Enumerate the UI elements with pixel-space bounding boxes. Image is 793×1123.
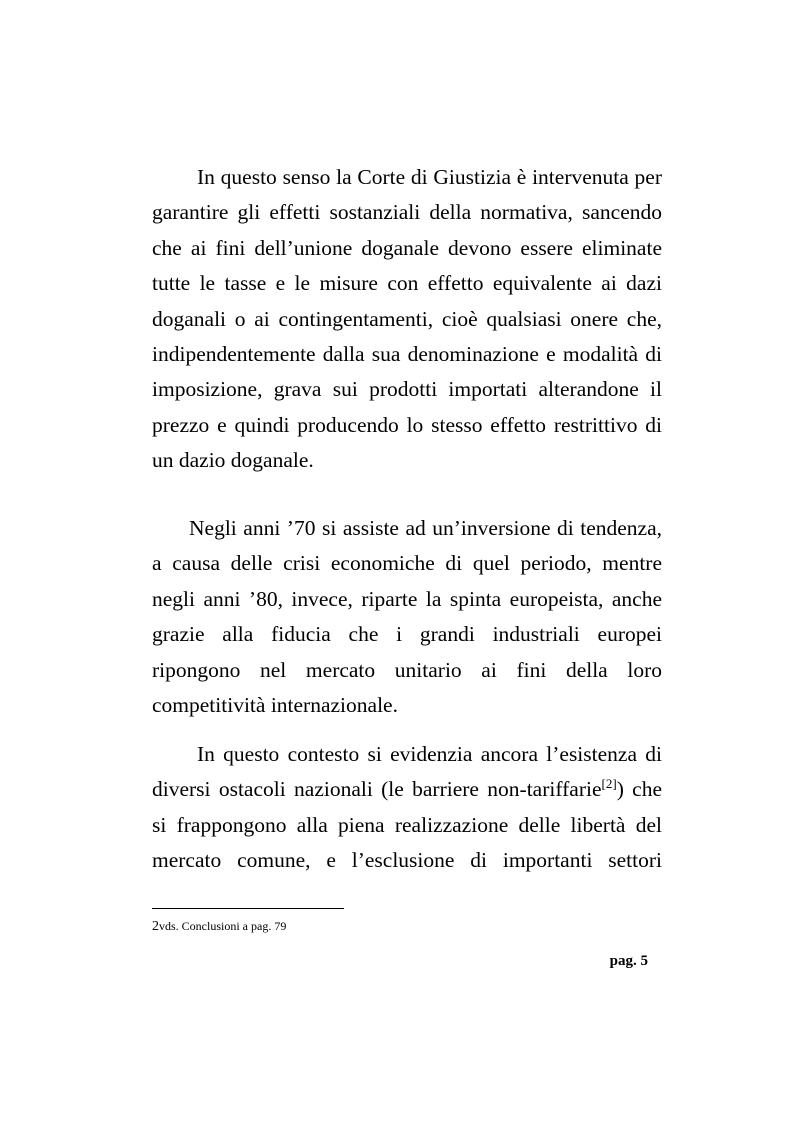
paragraph-ostacoli-nazionali	[152, 737, 662, 879]
page-number: pag. 5	[609, 953, 648, 969]
footnote-text: vds. Conclusioni a pag. 79	[159, 919, 287, 933]
paragraph-corte-di-giustizia: In questo senso la Corte di Giustizia è intervenuta per garantire gli effetti sostanziali della normativa, sancendo che ai fini dell’unione doganale devono essere eliminate tutte le tasse e le misure con effetto equivalente ai dazi doganali o ai contingentamenti, cioè qualsiasi onere che, indipendentemente dalla sua denominazione e modalità di imposizione, grava sui prodotti importati alterandone il prezzo e quindi producendo lo stesso effetto restrittivo di un dazio doganale.	[152, 165, 662, 473]
footnote-number: 2	[152, 919, 159, 934]
footnote	[152, 918, 286, 935]
paragraph-text-after-ref: ) che si frappongono alla piena realizzazione delle libertà del mercato comune, e l’esclusione di importanti settori	[152, 777, 663, 873]
paragraph-text-before-ref: In questo contesto si evidenzia ancora l’esistenza di diversi ostacoli nazionali (le barriere non-tariffarie	[152, 742, 662, 802]
paragraph-anni-70-80: Negli anni ’70 si assiste ad un’inversione di tendenza, a causa delle crisi economiche di quel periodo, mentre negli anni ’80, invece, riparte la spinta europeista, anche grazie alla fiducia che i grandi industriali europei ripongono nel mercato unitario ai fini della loro competitività internazionale.	[152, 516, 662, 718]
footnote-divider	[152, 908, 344, 909]
footnote-reference[interactable]: [2]	[601, 776, 617, 792]
